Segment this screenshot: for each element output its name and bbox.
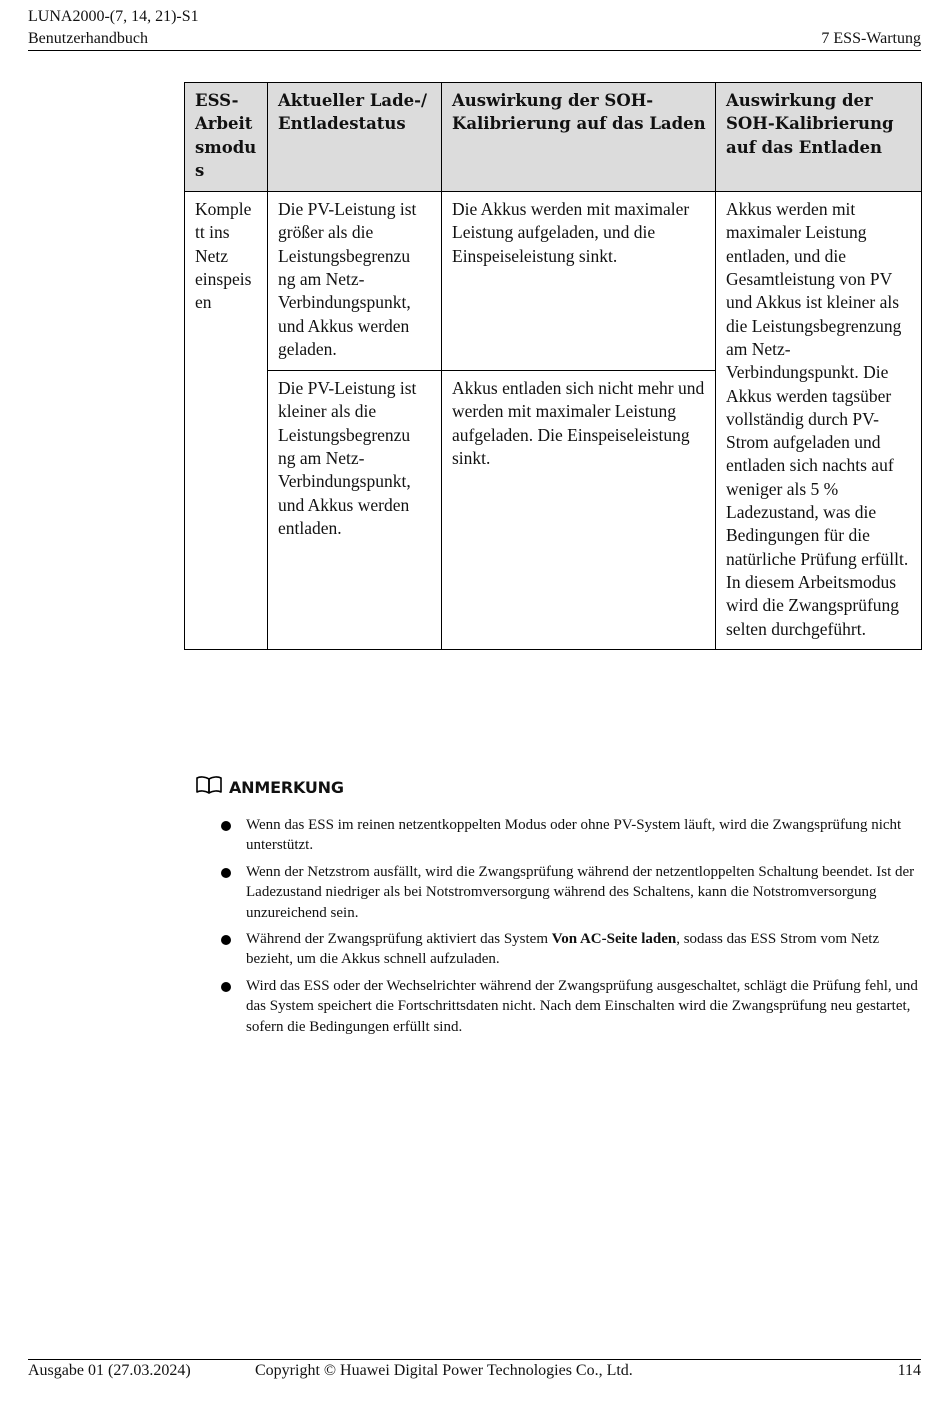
product-name: LUNA2000-(7, 14, 21)-S1 xyxy=(28,8,199,25)
note-text-post: , sodass das ESS Strom vom Netz bezieht, um die Akkus schnell aufzuladen. xyxy=(246,931,880,968)
ess-soh-table xyxy=(184,82,922,650)
page-number: 114 xyxy=(897,1362,921,1379)
charge-effect-cell: Akkus entladen sich nicht mehr und werden mit maximaler Leistung aufgeladen. Die Einspeiseleistung sinkt. xyxy=(442,371,716,650)
discharge-effect-cell: Akkus werden mit maximaler Leistung entladen, und die Gesamtleistung von PV und Akkus ist kleiner als die Leistungsbegrenzung am Netz-Verbindungspunkt. Die Akkus werden tagsüber vollständig durch PV-Strom aufgeladen und entladen sich nachts auf weniger als 5 % Ladezustand, was die Bedingungen für die natürliche Prüfung erfüllt. In diesem Arbeitsmodus wird die Zwangsprüfung selten durchgeführt. xyxy=(716,192,922,650)
document-type: Benutzerhandbuch xyxy=(28,30,148,47)
chapter-title: 7 ESS-Wartung xyxy=(821,30,921,47)
list-item xyxy=(218,929,918,970)
copyright-notice: Copyright © Huawei Digital Power Technologies Co., Ltd. xyxy=(255,1362,633,1379)
note-text: Wenn das ESS im reinen netzentkoppelten Modus oder ohne PV-System läuft, wird die Zwangsprüfung nicht unterstützt. xyxy=(246,817,902,854)
list-item xyxy=(218,815,918,856)
header-divider xyxy=(28,50,921,51)
note-text: Wenn der Netzstrom ausfällt, wird die Zwangsprüfung während der netzentloppelten Schaltung beendet. Ist der Ladezustand niedriger als bei Notstromversorgung während des Schaltens, kann die Notstromversorgung unzureichend sein. xyxy=(246,863,915,921)
bullet-icon xyxy=(221,982,231,992)
column-header: ESS-Arbeit smodu s xyxy=(185,83,268,192)
column-header: Aktueller Lade-/ Entladestatus xyxy=(268,83,442,192)
bullet-icon xyxy=(221,935,231,945)
note-list xyxy=(218,815,918,1043)
list-item xyxy=(218,976,918,1037)
column-header: Auswirkung der SOH-Kalibrierung auf das Laden xyxy=(442,83,716,192)
table-header-row xyxy=(185,83,922,192)
book-icon xyxy=(195,775,229,800)
edition-info: Ausgabe 01 (27.03.2024) xyxy=(28,1362,191,1379)
bullet-icon xyxy=(221,821,231,831)
note-heading xyxy=(195,775,344,799)
status-cell: Die PV-Leistung ist größer als die Leistungsbegrenzu ng am Netz-Verbindungspunkt, und Akkus werden geladen. xyxy=(268,192,442,371)
list-item xyxy=(218,862,918,923)
bullet-icon xyxy=(221,868,231,878)
column-header: Auswirkung der SOH-Kalibrierung auf das Entladen xyxy=(716,83,922,192)
header-left xyxy=(28,6,199,50)
status-cell: Die PV-Leistung ist kleiner als die Leistungsbegrenzu ng am Netz-Verbindungspunkt, und Akkus werden entladen. xyxy=(268,371,442,650)
note-title: ANMERKUNG xyxy=(229,777,344,797)
charge-effect-cell: Die Akkus werden mit maximaler Leistung aufgeladen, und die Einspeiseleistung sinkt. xyxy=(442,192,716,371)
table-row xyxy=(185,192,922,371)
ui-element-name: Von AC-Seite laden xyxy=(551,931,677,948)
mode-cell: Komple tt ins Netz einspeis en xyxy=(185,192,268,650)
note-text: Wird das ESS oder der Wechselrichter während der Zwangsprüfung ausgeschaltet, schlägt die Prüfung fehl, und das System speichert die Fortschrittsdaten nicht. Nach dem Einschalten wird die Zwangsprüfung neu gestartet, sofern die Bedingungen erfüllt sind. xyxy=(246,977,918,1035)
note-text-pre: Während der Zwangsprüfung aktiviert das System xyxy=(246,931,552,948)
